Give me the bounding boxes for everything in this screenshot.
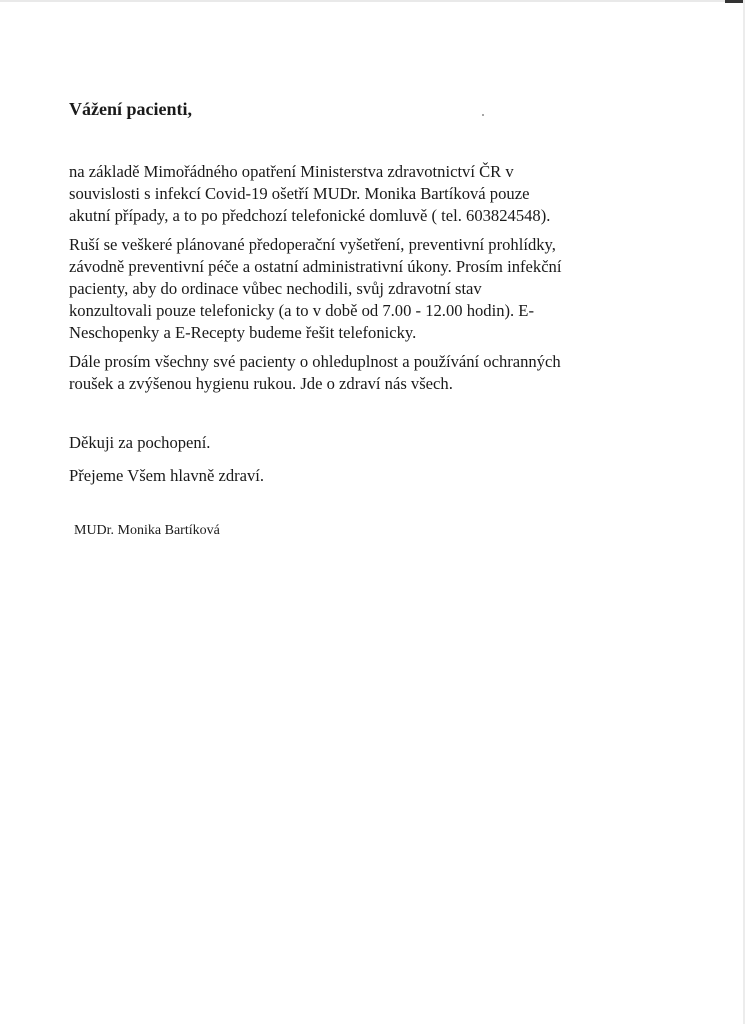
paragraph-line: Ruší se veškeré plánované předoperační vyšetření, preventivní prohlídky, [69,235,556,254]
paragraph-line: závodně preventivní péče a ostatní administrativní úkony. Prosím infekční [69,257,562,276]
paragraph-line: akutní případy, a to po předchozí telefonické domluvě ( tel. 603824548). [69,206,551,225]
closing-wishes: Přejeme Všem hlavně zdraví. [69,466,265,485]
closing-thanks: Děkuji za pochopení. [69,433,211,452]
signature: MUDr. Monika Bartíková [74,523,220,538]
paragraph-line: pacienty, aby do ordinace vůbec nechodili, svůj zdravotní stav [69,279,482,298]
paragraph-line: Neschopenky a E-Recepty budeme řešit telefonicky. [69,323,417,342]
scan-speck [482,114,484,116]
paragraph-line: souvislosti s infekcí Covid-19 ošetří MUDr. Monika Bartíková pouze [69,184,530,203]
paragraph-line: Dále prosím všechny své pacienty o ohleduplnost a používání ochranných [69,352,561,371]
paragraph-cancellations [69,234,689,344]
paragraph-line: roušek a zvýšenou hygienu rukou. Jde o zdraví nás všech. [69,374,453,393]
paragraph-announcement [69,161,689,227]
scan-mark [725,0,743,3]
paragraph-line: na základě Mimořádného opatření Ministerstva zdravotnictví ČR v [69,162,514,181]
scan-edge-top [0,0,745,2]
paragraph-line: konzultovali pouze telefonicky (a to v době od 7.00 - 12.00 hodin). E- [69,301,534,320]
paragraph-hygiene [69,351,689,395]
salutation: Vážení pacienti, [69,99,192,119]
